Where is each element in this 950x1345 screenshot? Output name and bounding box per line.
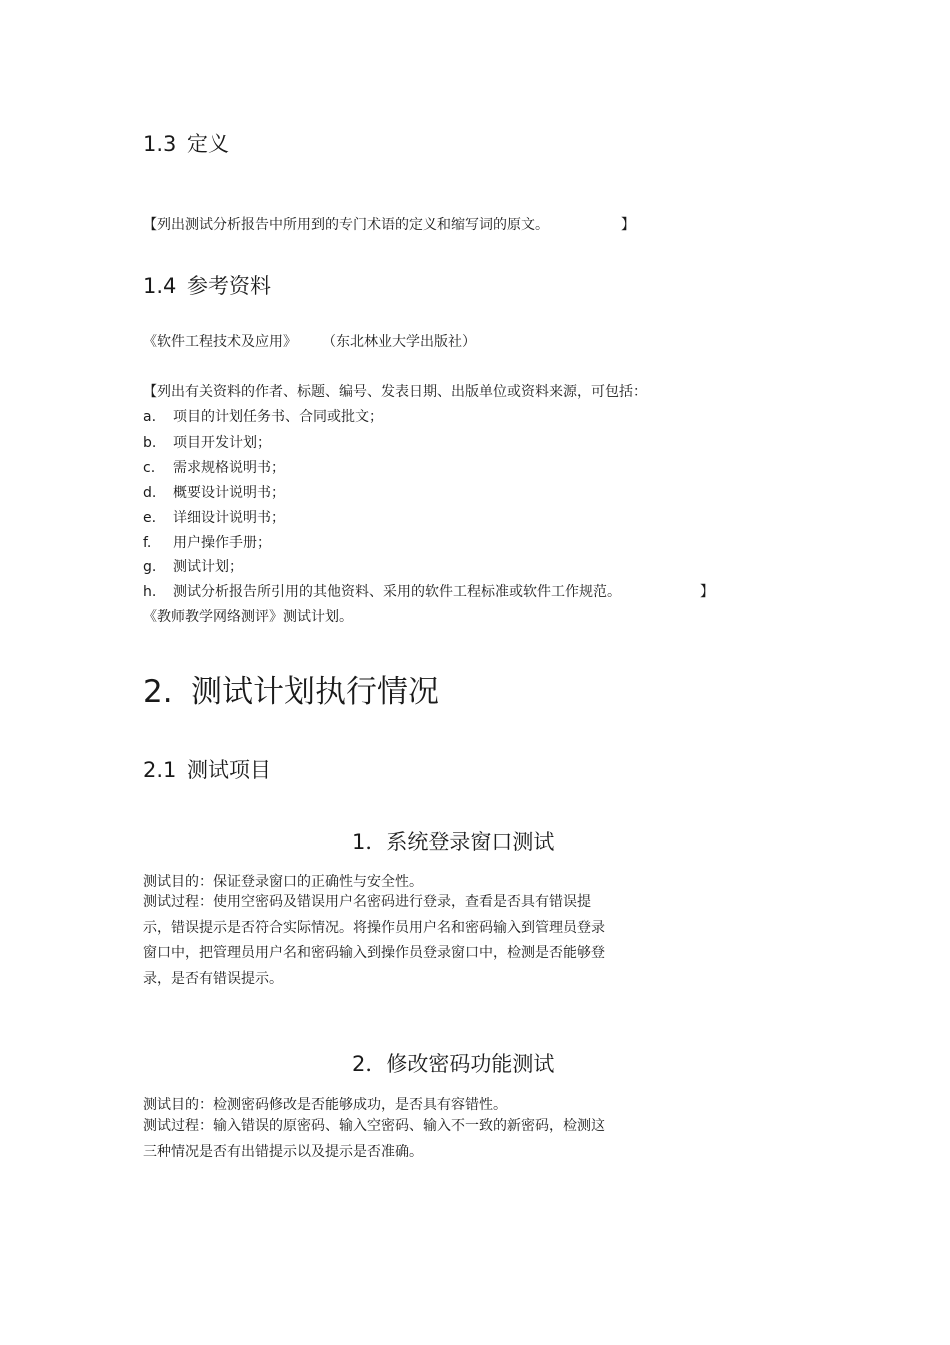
list-text: 详细设计说明书；	[173, 510, 285, 526]
section-heading-1-4	[143, 270, 271, 300]
reference-test-plan: 《教师教学网络测评》测试计划。	[143, 609, 353, 625]
reference-book-publisher: （东北林业大学出版社）	[322, 334, 476, 350]
section-number: 2.1	[143, 758, 177, 782]
test-item-heading-login: 1．系统登录窗口测试	[352, 830, 555, 854]
test-process-login: 测试过程：使用空密码及错误用户名密码进行登录，查看是否具有错误提示，错误提示是否符合实际情况。将操作员用户名和密码输入到管理员登录窗口中，把管理员用户名和密码输入到操作员登录窗口中，检测是否能够登录，是否有错误提示。	[143, 894, 605, 987]
section-title: 测试项目	[187, 758, 271, 782]
list-marker: a.	[143, 409, 157, 425]
list-marker: f.	[143, 535, 152, 551]
list-item	[143, 532, 271, 552]
section-number: 1.4	[143, 274, 177, 298]
test-purpose-login: 测试目的：保证登录窗口的正确性与安全性。	[143, 874, 423, 890]
list-item	[143, 432, 271, 452]
list-item	[143, 457, 285, 477]
test-item-heading-password: 2．修改密码功能测试	[352, 1052, 555, 1076]
list-item	[143, 482, 285, 502]
list-text: 需求规格说明书；	[173, 460, 285, 476]
section-number: 1.3	[143, 132, 177, 156]
test-process-password: 测试过程：输入错误的原密码、输入空密码、输入不一致的新密码，检测这三种情况是否有出错提示以及提示是否准确。	[143, 1118, 605, 1160]
section-heading-1-3	[143, 128, 229, 158]
reference-book-title: 《软件工程技术及应用》	[143, 334, 297, 350]
list-text: 测试计划；	[173, 559, 243, 575]
list-marker: e.	[143, 510, 157, 526]
list-text: 项目开发计划；	[173, 435, 271, 451]
list-item	[143, 556, 243, 576]
list-marker: g.	[143, 559, 157, 575]
reference-list-close: 】	[700, 584, 714, 600]
list-marker: c.	[143, 460, 156, 476]
definition-note: 【列出测试分析报告中所用到的专门术语的定义和缩写词的原文。	[143, 217, 549, 233]
list-item	[143, 581, 621, 601]
reference-intro: 【列出有关资料的作者、标题、编号、发表日期、出版单位或资料来源，可包括：	[143, 384, 647, 400]
section-title: 参考资料	[187, 274, 271, 298]
list-marker: h.	[143, 584, 157, 600]
list-text: 项目的计划任务书、合同或批文；	[173, 409, 383, 425]
list-item	[143, 507, 285, 527]
chapter-number: 2.	[143, 674, 173, 710]
definition-note-close: 】	[621, 217, 635, 233]
list-text: 用户操作手册；	[173, 535, 271, 551]
list-text: 测试分析报告所引用的其他资料、采用的软件工程标准或软件工作规范。	[173, 584, 621, 600]
section-title: 定义	[187, 132, 229, 156]
list-text: 概要设计说明书；	[173, 485, 285, 501]
list-marker: d.	[143, 485, 157, 501]
chapter-title: 测试计划执行情况	[191, 674, 439, 710]
list-marker: b.	[143, 435, 157, 451]
test-purpose-password: 测试目的：检测密码修改是否能够成功，是否具有容错性。	[143, 1097, 507, 1113]
list-item	[143, 406, 383, 426]
section-heading-2-1	[143, 754, 271, 784]
chapter-heading-2	[143, 666, 439, 711]
